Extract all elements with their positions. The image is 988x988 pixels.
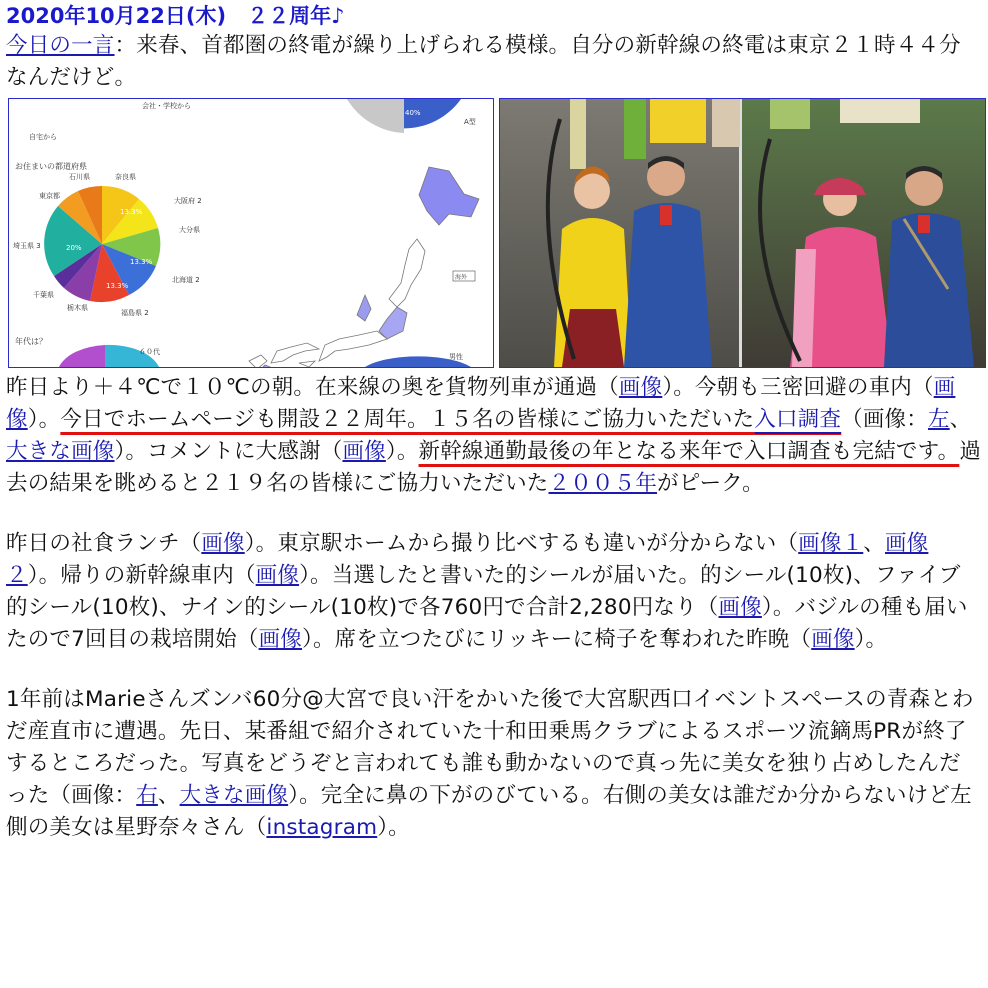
- label-40: 40%: [405, 109, 421, 117]
- image-link-1[interactable]: 画像１: [798, 531, 864, 556]
- image-link[interactable]: 画像: [255, 563, 300, 588]
- entrance-survey-link[interactable]: 入口調査: [754, 407, 842, 432]
- svg-text:年代は？: 年代は？: [15, 337, 47, 346]
- quote-link[interactable]: 今日の一言: [6, 33, 115, 58]
- image-link[interactable]: 画像: [6, 375, 956, 432]
- large-image-link[interactable]: 大きな画像: [6, 439, 115, 464]
- highlighted-text: 今日でホームページも開設２２周年。１５名の皆様にご協力いただいた入口調査: [60, 407, 842, 432]
- image-link[interactable]: 画像: [718, 595, 762, 620]
- image-link[interactable]: 画像: [618, 375, 663, 400]
- paragraph-one-year-ago: 1年前はMarieさんズンバ60分@大宮で良い汗をかいた後で大宮駅西口イベントスペースの青森とわだ産直市に遭遇。先日、某番組で紹介されていた十和田乗馬クラブによるスポーツ流鏑馬PRが終了するところだった。写真をどうぞと言われても誰も動かないので真っ先に美女を独り占めしたんだった（画像：右、大きな画像）。完全に鼻の下がのびている。右側の美女は誰だか分からないけど左側の美女は星野奈々さん（instagram）。: [6, 687, 974, 840]
- image-link[interactable]: 画像: [342, 439, 386, 464]
- image-link[interactable]: 画像: [201, 531, 245, 556]
- photo-graphic: [500, 99, 985, 367]
- svg-text:北海道 2: 北海道 2: [172, 276, 200, 284]
- article: [6, 0, 982, 844]
- svg-text:埼玉県 3: 埼玉県 3: [13, 242, 41, 250]
- svg-text:会社・学校から: 会社・学校から: [142, 102, 191, 110]
- highlighted-text: 新幹線通勤最後の年となる来年で入口調査も完結です。: [418, 439, 960, 464]
- year-2005-link[interactable]: ２００５年: [548, 471, 658, 496]
- survey-graphic: [9, 99, 493, 367]
- photo-image[interactable]: [499, 98, 986, 368]
- svg-text:千葉県: 千葉県: [33, 291, 54, 299]
- svg-text:栃木県: 栃木県: [67, 304, 88, 312]
- svg-text:自宅から: 自宅から: [29, 133, 57, 141]
- svg-text:13.3%: 13.3%: [106, 282, 129, 290]
- instagram-link[interactable]: instagram: [266, 815, 378, 840]
- image-link[interactable]: 画像: [811, 627, 855, 652]
- large-image-link[interactable]: 大きな画像: [179, 783, 289, 808]
- label-a: A型: [464, 118, 476, 126]
- svg-text:東京都: 東京都: [39, 192, 60, 200]
- svg-text:男性: 男性: [449, 353, 463, 361]
- svg-text:奈良県: 奈良県: [115, 173, 136, 181]
- svg-text:６０代: ６０代: [139, 348, 160, 356]
- right-image-link[interactable]: 右: [136, 783, 158, 808]
- image-link-2[interactable]: 画像２: [6, 531, 929, 588]
- svg-text:20%: 20%: [66, 244, 82, 252]
- left-image-link[interactable]: 左: [927, 407, 950, 432]
- svg-text:大分県: 大分県: [179, 226, 200, 234]
- svg-text:海外: 海外: [455, 274, 468, 281]
- page-title: 2020年10月22日(木) ２２周年♪: [6, 4, 345, 28]
- pref-title: お住まいの都道府県: [15, 162, 87, 171]
- paragraph-anniversary: 昨日より＋４℃で１０℃の朝。在来線の奥を貨物列車が通過（画像）。今朝も三密回避の車内（画像）。今日でホームページも開設２２周年。１５名の皆様にご協力いただいた入口調査（画像：左、大きな画像）。コメントに大感謝（画像）。新幹線通勤最後の年となる来年で入口調査も完結です。過去の結果を眺めると２１９名の皆様にご協力いただいた２００５年がピーク。: [6, 375, 982, 496]
- paragraph-quote: 今日の一言：来春、首都圏の終電が繰り上げられる模様。自分の新幹線の終電は東京２１時４４分なんだけど。: [6, 33, 961, 90]
- svg-text:石川県: 石川県: [69, 173, 90, 181]
- svg-text:13.3%: 13.3%: [120, 208, 143, 216]
- paragraph-lunch: 昨日の社食ランチ（画像）。東京駅ホームから撮り比べするも違いが分からない（画像１、画像２）。帰りの新幹線車内（画像）。当選したと書いた的シールが届いた。的シール(10枚)、ファイブ的シール(10枚)、ナイン的シール(10枚)で各760円で合計2,280円なり（画像）。バジルの種も届いたので7回目の栽培開始（画像）。席を立つたびにリッキーに椅子を奪われた昨晩（画像）。: [6, 531, 968, 652]
- image-link[interactable]: 画像: [258, 627, 302, 652]
- survey-image[interactable]: [8, 98, 494, 368]
- image-row: [6, 98, 982, 370]
- svg-text:福島県 2: 福島県 2: [121, 309, 149, 317]
- svg-text:大阪府 2: 大阪府 2: [174, 197, 202, 205]
- svg-text:13.3%: 13.3%: [130, 258, 153, 266]
